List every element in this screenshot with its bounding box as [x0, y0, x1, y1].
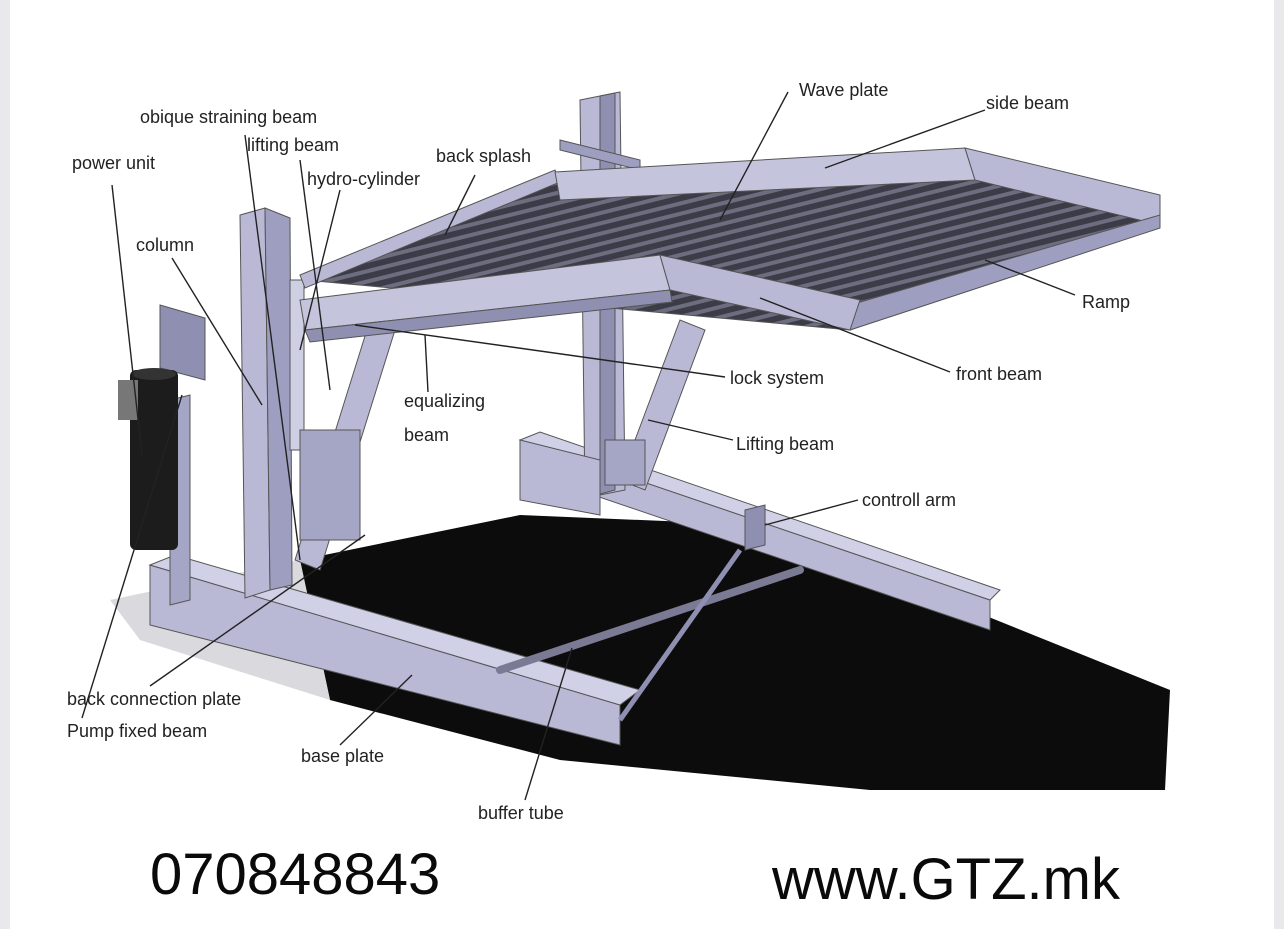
label-lock-system: lock system: [730, 368, 825, 388]
label-equalizing-beam: beam: [404, 425, 450, 445]
label-wave-plate: Wave plate: [799, 80, 889, 100]
label-buffer-tube: buffer tube: [478, 803, 564, 823]
label-oblique-straining-beam: obique straining beam: [140, 107, 318, 127]
label-back-connection-plate: back connection plate: [67, 689, 242, 709]
platform: [300, 148, 1160, 342]
label-controll-arm: controll arm: [862, 490, 957, 510]
label-base-plate: base plate: [301, 746, 385, 766]
label-lifting-beam-right: Lifting beam: [736, 434, 835, 454]
label-back-splash: back splash: [436, 146, 532, 166]
controll-arm-post: [745, 505, 765, 550]
label-equalizing: equalizing: [404, 391, 486, 411]
power-unit: [118, 368, 178, 550]
label-lifting-beam: lifting beam: [247, 135, 340, 155]
label-front-beam: front beam: [956, 364, 1043, 384]
website-url: www.GTZ.mk: [772, 847, 1120, 912]
label-hydro-cylinder: hydro-cylinder: [307, 169, 421, 189]
label-ramp: Ramp: [1082, 292, 1131, 312]
label-pump-fixed-beam: Pump fixed beam: [67, 721, 208, 741]
phone-number: 070848843: [150, 842, 441, 907]
left-column: [160, 208, 292, 605]
label-power-unit: power unit: [72, 153, 156, 173]
label-side-beam: side beam: [986, 93, 1070, 113]
label-column: column: [136, 235, 195, 255]
